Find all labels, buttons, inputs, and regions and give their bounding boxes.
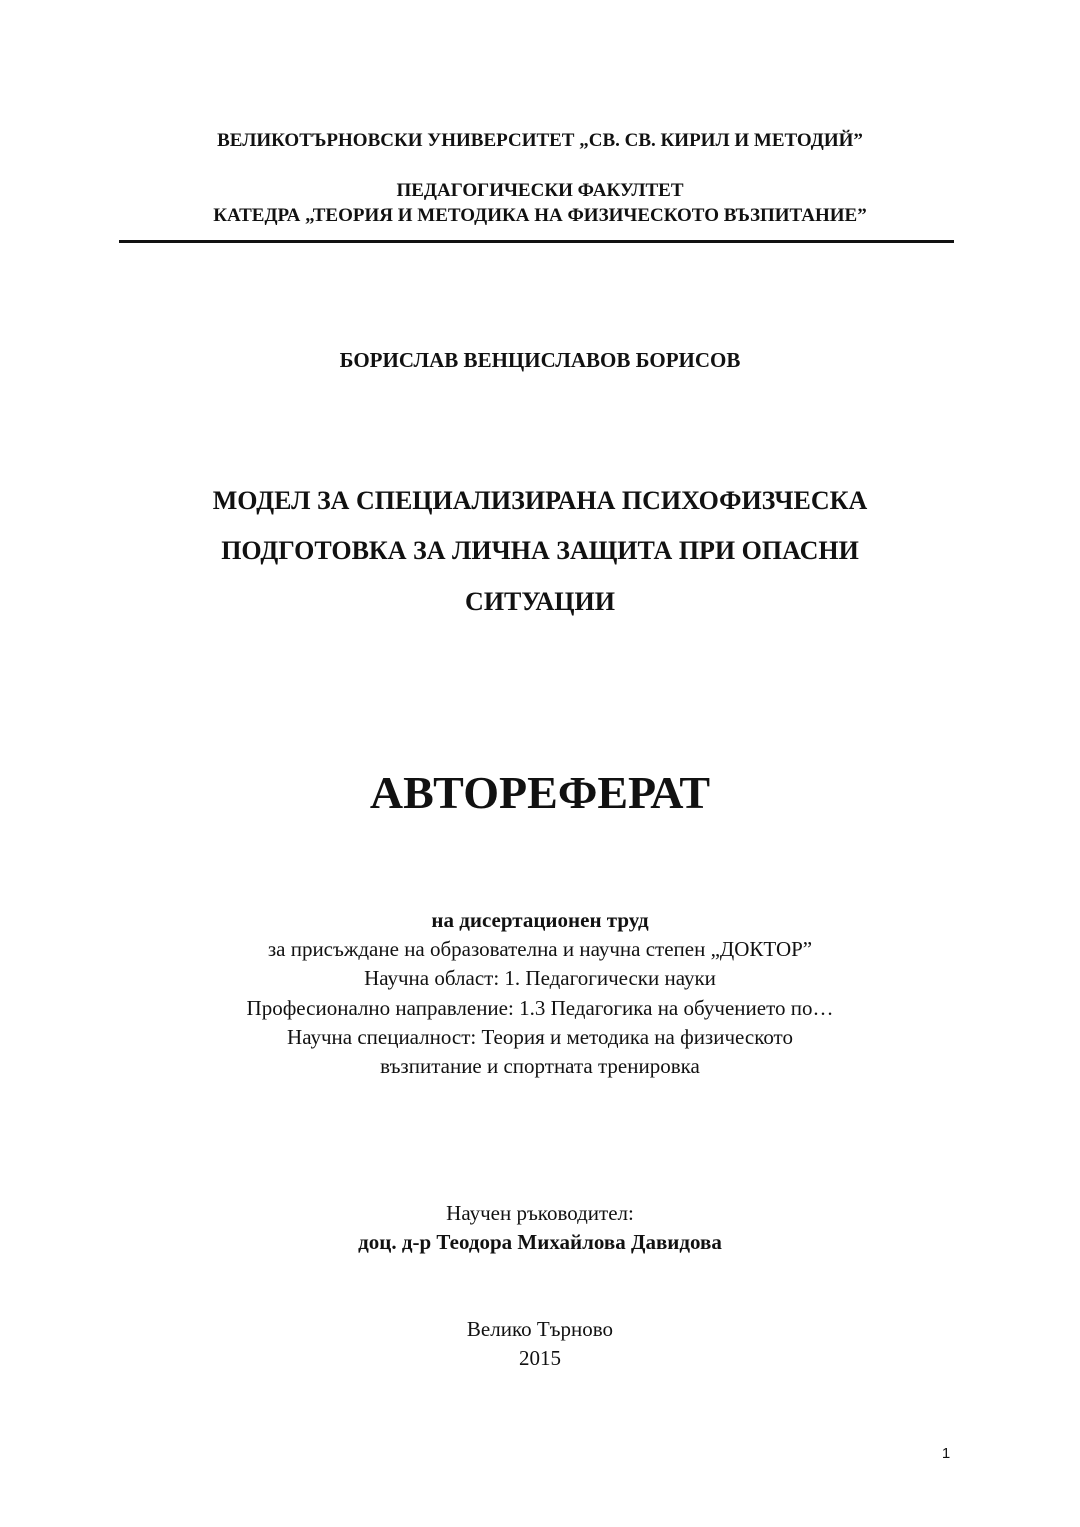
description-line-direction: Професионално направление: 1.3 Педагогика на обучението по…	[246, 996, 834, 1020]
university-name: ВЕЛИКОТЪРНОВСКИ УНИВЕРСИТЕТ „СВ. СВ. КИРИЛ И МЕТОДИЙ”	[217, 130, 863, 151]
supervisor-name: доц. д-р Теодора Михайлова Давидова	[358, 1230, 722, 1254]
description-heading: на дисертационен труд	[431, 908, 649, 932]
description-line-specialty: Научна специалност: Теория и методика на физическото	[287, 1025, 793, 1049]
place-of-publication: Велико Търново	[466, 1317, 614, 1341]
faculty-name: ПЕДАГОГИЧЕСКИ ФАКУЛТЕТ	[396, 180, 684, 201]
description-line-specialty-cont: възпитание и спортната тренировка	[380, 1054, 700, 1078]
description-line-field: Научна област: 1. Педагогически науки	[364, 966, 716, 990]
department-name: КАТЕДРА „ТЕОРИЯ И МЕТОДИКА НА ФИЗИЧЕСКОТО ВЪЗПИТАНИЕ”	[213, 205, 867, 226]
document-type-heading: АВТОРЕФЕРАТ	[369, 767, 711, 818]
page-number: 1	[941, 1445, 951, 1462]
author-name: БОРИСЛАВ ВЕНЦИСЛАВОВ БОРИСОВ	[339, 348, 741, 372]
supervisor-label: Научен ръководител:	[446, 1201, 634, 1225]
publication-year: 2015	[519, 1346, 561, 1370]
thesis-title-line-2: ПОДГОТОВКА ЗА ЛИЧНА ЗАЩИТА ПРИ ОПАСНИ	[221, 536, 859, 565]
description-line-degree: за присъждане на образователна и научна степен „ДОКТОР”	[267, 937, 813, 961]
header-divider	[119, 240, 954, 243]
thesis-title-line-1: МОДЕЛ ЗА СПЕЦИАЛИЗИРАНА ПСИХОФИЗЧЕСКА	[212, 486, 868, 515]
thesis-title-line-3: СИТУАЦИИ	[465, 587, 615, 616]
